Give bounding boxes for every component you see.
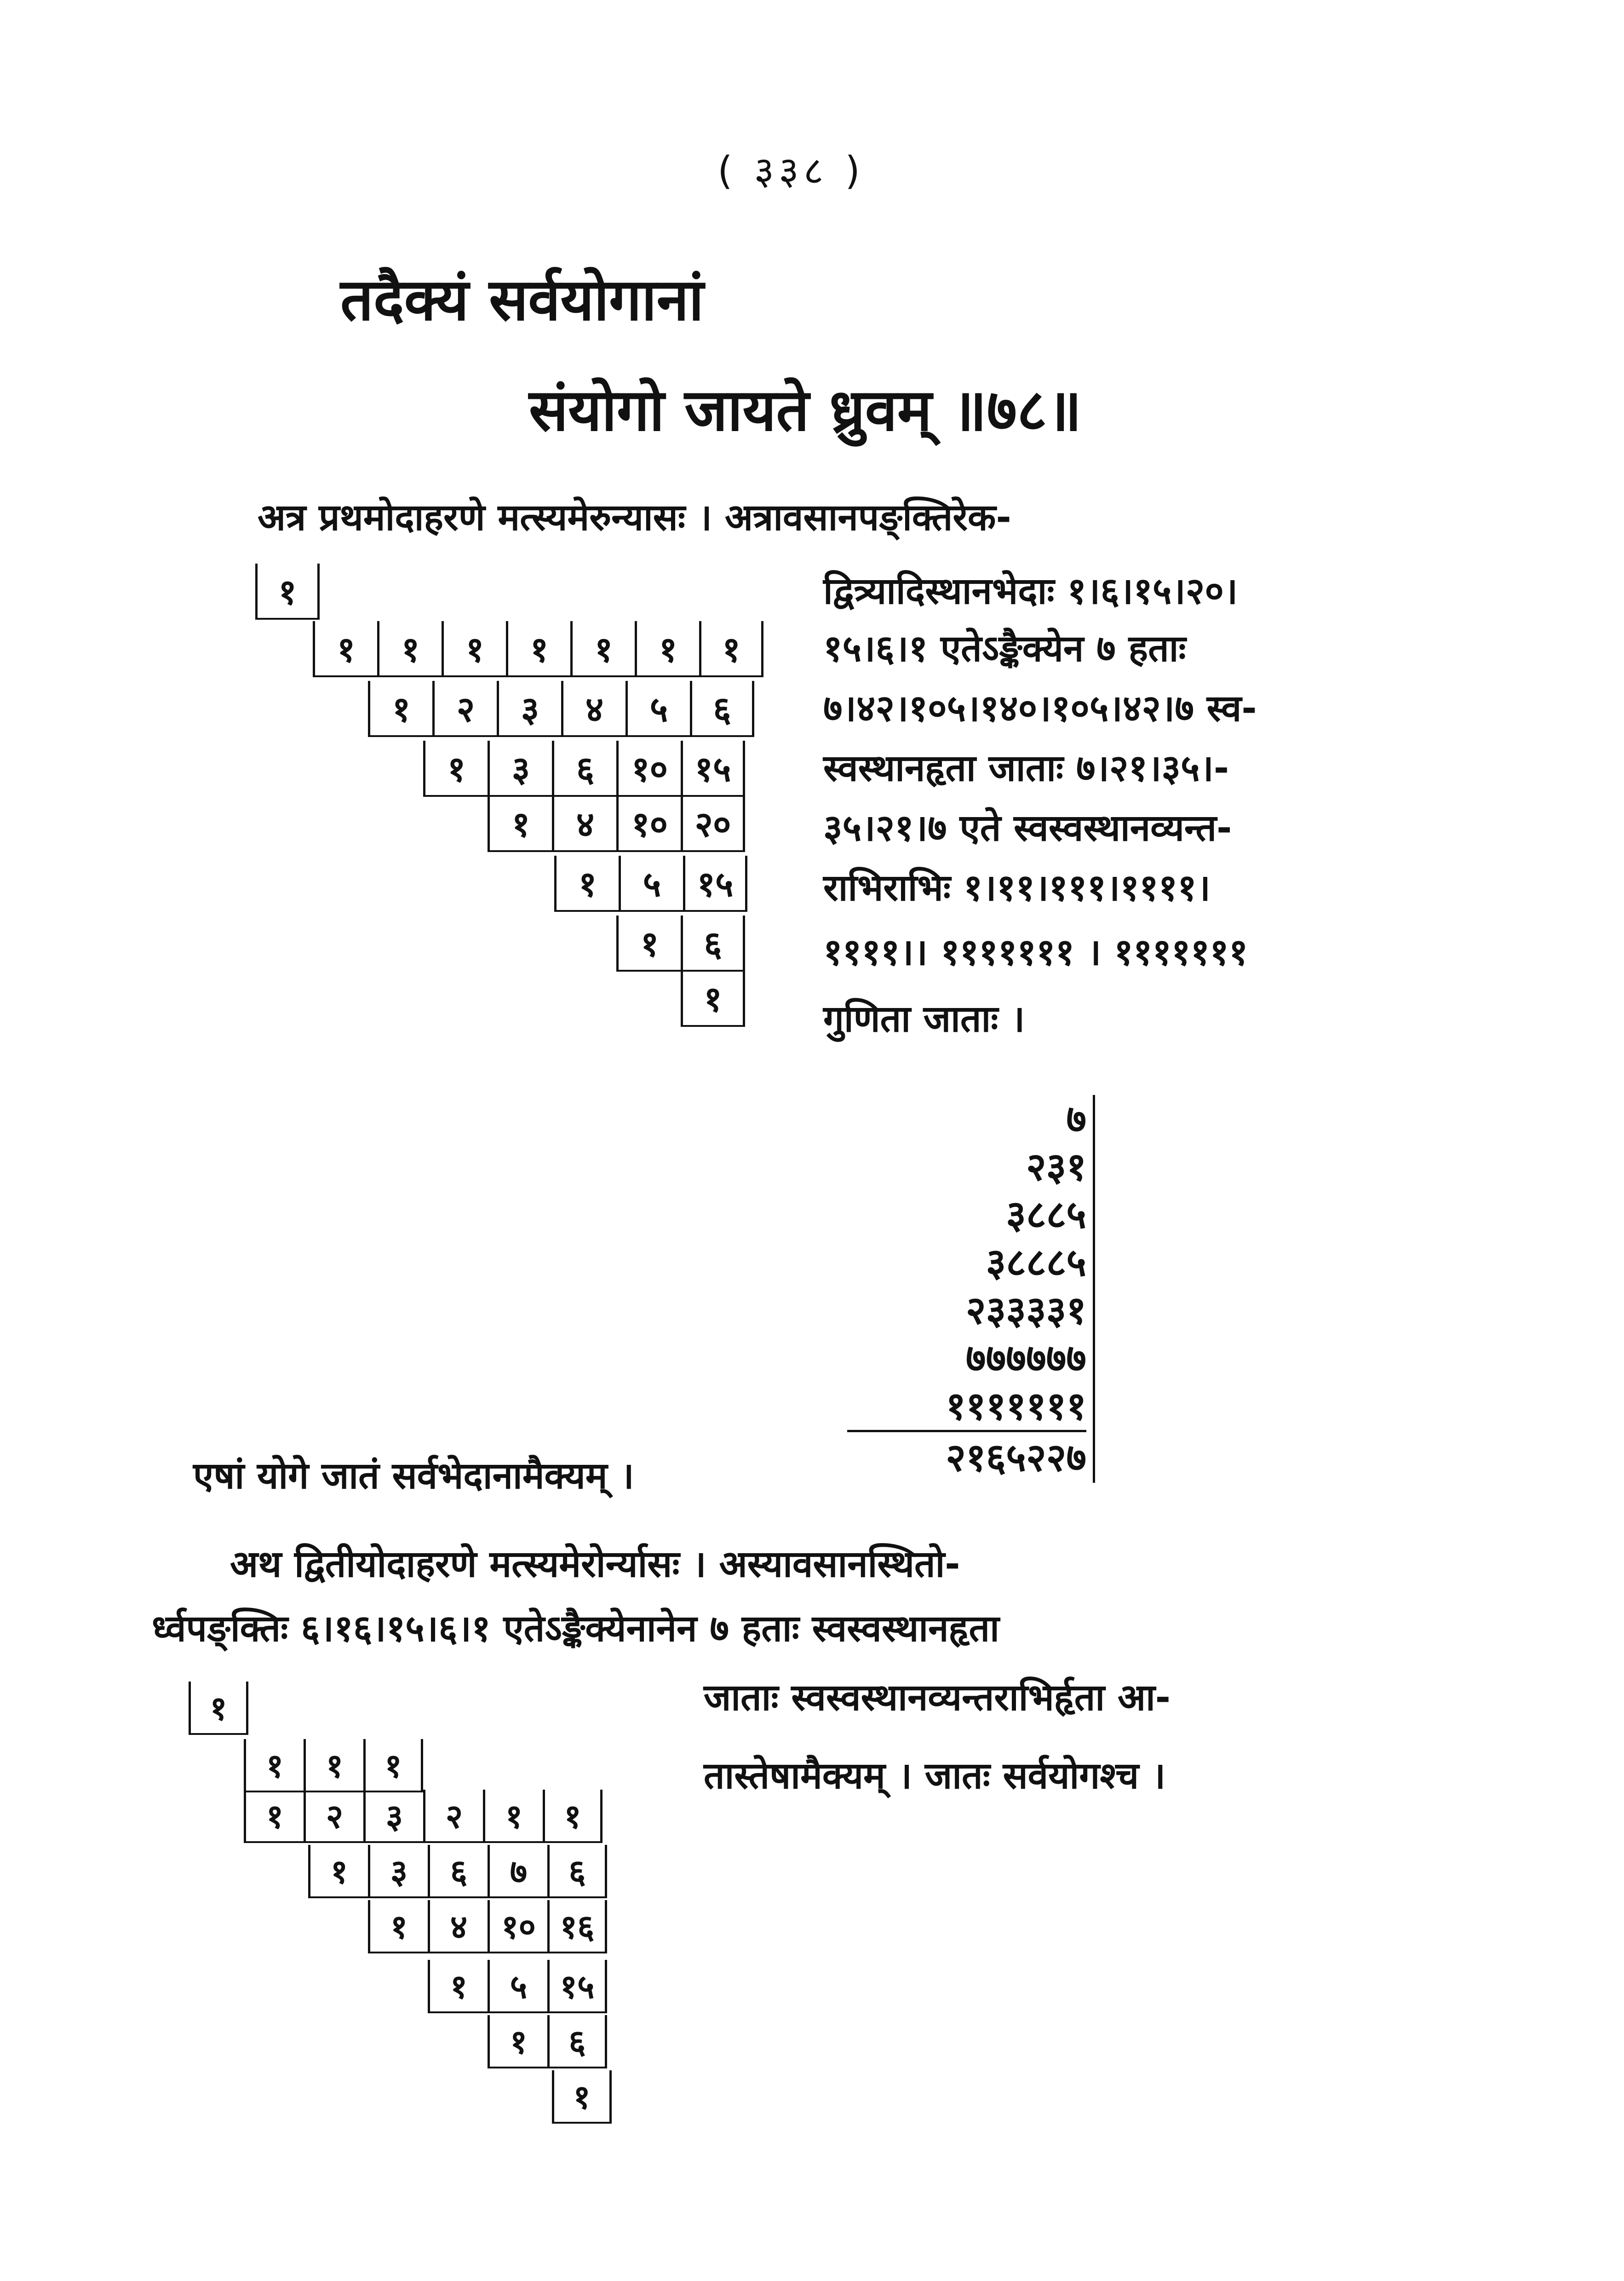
sum-item: १११११११ — [946, 1383, 1086, 1429]
sum-item: ७ — [1066, 1096, 1086, 1141]
meru-cell: १ — [635, 621, 699, 675]
meru-row — [488, 2015, 607, 2068]
meru-cell: १ — [368, 681, 432, 735]
meru-cell: २ — [432, 681, 497, 735]
meru-row — [423, 741, 745, 797]
verse-line-1: तदैक्यं सर्वयोगानां — [340, 266, 704, 334]
meru-cell: १ — [554, 856, 619, 910]
meru-cell: १ — [244, 1790, 304, 1841]
meru-row — [313, 621, 763, 677]
meru-row — [368, 1900, 607, 1953]
meru-row — [189, 1682, 248, 1735]
meru-cell: १ — [244, 1739, 304, 1791]
meru-cell: २० — [681, 796, 745, 850]
meru-cell: १० — [616, 796, 681, 850]
meru-row — [552, 2070, 612, 2124]
example1-side-line: द्वित्र्यादिस्थानभेदाः १।६।१५।२०। — [823, 570, 1238, 612]
meru-cell: १ — [308, 1845, 368, 1896]
meru-cell: ६ — [428, 1845, 488, 1896]
sum-total: २१६५२२७ — [847, 1430, 1086, 1483]
meru-row — [554, 856, 747, 912]
meru-cell: १ — [189, 1682, 248, 1733]
meru-cell: २ — [423, 1790, 483, 1841]
meru-row — [681, 971, 745, 1027]
meru-cell: ६ — [690, 681, 754, 735]
meru-row — [244, 1739, 423, 1792]
example2-side-line-1: जाताः स्वस्वस्थानव्यन्तराभिर्हृता आ- — [704, 1676, 1171, 1719]
meru-cell: ३ — [368, 1845, 428, 1896]
meru-cell: १६ — [547, 1900, 607, 1952]
meru-cell: १५ — [681, 741, 745, 795]
meru-cell: १ — [377, 621, 442, 675]
example1-side-line: स्वस्थानहृता जाताः ७।२१।३५।- — [823, 747, 1229, 789]
meru-cell: १ — [506, 621, 570, 675]
meru-cell: ३ — [497, 681, 561, 735]
meru-row — [255, 564, 320, 620]
meru-cell: १ — [255, 564, 320, 618]
meru-row — [488, 796, 745, 852]
example1-side-line: गुणिता जाताः । — [823, 997, 1025, 1040]
example1-intro: अत्र प्रथमोदाहरणे मत्स्यमेरुन्यासः । अत्रावसानपङ्क्तिरेक- — [258, 496, 1011, 539]
sum-item: ३८८५ — [1006, 1192, 1086, 1237]
meru-cell: १ — [313, 621, 377, 675]
meru-row — [428, 1960, 607, 2013]
meru-cell: १ — [616, 916, 681, 970]
meru-cell: १ — [488, 2015, 547, 2067]
meru-row — [368, 681, 754, 737]
meru-cell: १५ — [547, 1960, 607, 2011]
meru-cell: १ — [570, 621, 635, 675]
meru-cell: १ — [681, 971, 745, 1025]
meru-cell: ६ — [547, 1845, 607, 1896]
meru-cell: १ — [552, 2070, 612, 2122]
example1-side-line: ७।४२।१०५।१४०।१०५।४२।७ स्व- — [823, 687, 1257, 730]
verse-line-2: संयोगो जायते ध्रुवम् ॥७८॥ — [529, 376, 1082, 444]
meru-cell: १० — [616, 741, 681, 795]
sum-item: २३१ — [1026, 1144, 1086, 1189]
page-number: ( ३३८ ) — [717, 148, 865, 193]
meru-cell: १ — [442, 621, 506, 675]
example1-side-line: ३५।२१।७ एते स्वस्वस्थानव्यन्त- — [823, 806, 1232, 849]
meru-row — [244, 1790, 603, 1843]
total-caption: एषां योगे जातं सर्वभेदानामैक्यम् । — [193, 1454, 634, 1497]
meru-cell: १ — [428, 1960, 488, 2011]
meru-row — [308, 1845, 607, 1898]
meru-cell: ६ — [681, 916, 745, 970]
meru-cell: १ — [699, 621, 763, 675]
example1-side-line: ११११।। १११११११ । १११११११ — [823, 931, 1248, 973]
meru-cell: ३ — [488, 741, 552, 795]
example2-intro-line-1: अथ द्वितीयोदाहरणे मत्स्यमेरोर्न्यासः । अस्यावसानस्थितो- — [230, 1543, 960, 1585]
meru-cell: १५ — [683, 856, 747, 910]
example2-side-line-2: तास्तेषामैक्यम् । जातः सर्वयोगश्च । — [704, 1754, 1166, 1797]
sum-item: २३३३३१ — [965, 1288, 1086, 1333]
meru-cell: १ — [483, 1790, 543, 1841]
meru-cell: १ — [543, 1790, 603, 1841]
meru-row — [616, 916, 745, 972]
meru-cell: ५ — [488, 1960, 547, 2011]
meru-cell: ५ — [625, 681, 690, 735]
example1-side-line: १५।६।१ एतेऽङ्कैक्येन ७ हताः — [823, 627, 1186, 670]
meru-cell: ६ — [552, 741, 616, 795]
meru-cell: १ — [423, 741, 488, 795]
example2-intro-line-2: र्ध्वपङ्क्तिः ६।१६।१५।६।१ एतेऽङ्कैक्येनानेन ७ हताः स्वस्वस्थानहृता — [152, 1607, 999, 1650]
meru-cell: ६ — [547, 2015, 607, 2067]
meru-cell: ४ — [561, 681, 625, 735]
meru-cell: १० — [488, 1900, 547, 1952]
sum-item: ७७७७७७ — [965, 1336, 1086, 1381]
meru-cell: ४ — [552, 796, 616, 850]
meru-cell: २ — [304, 1790, 363, 1841]
meru-cell: ५ — [619, 856, 683, 910]
meru-cell: ३ — [363, 1790, 423, 1841]
meru-cell: १ — [488, 796, 552, 850]
meru-cell: १ — [304, 1739, 363, 1791]
meru-cell: १ — [368, 1900, 428, 1952]
meru-cell: ४ — [428, 1900, 488, 1952]
meru-cell: १ — [363, 1739, 423, 1791]
sum-item: ३८८८५ — [986, 1240, 1086, 1285]
sum-column — [847, 1095, 1095, 1483]
example1-side-line: राभिराभिः १।११।१११।११११। — [823, 866, 1211, 909]
meru-cell: ७ — [488, 1845, 547, 1896]
